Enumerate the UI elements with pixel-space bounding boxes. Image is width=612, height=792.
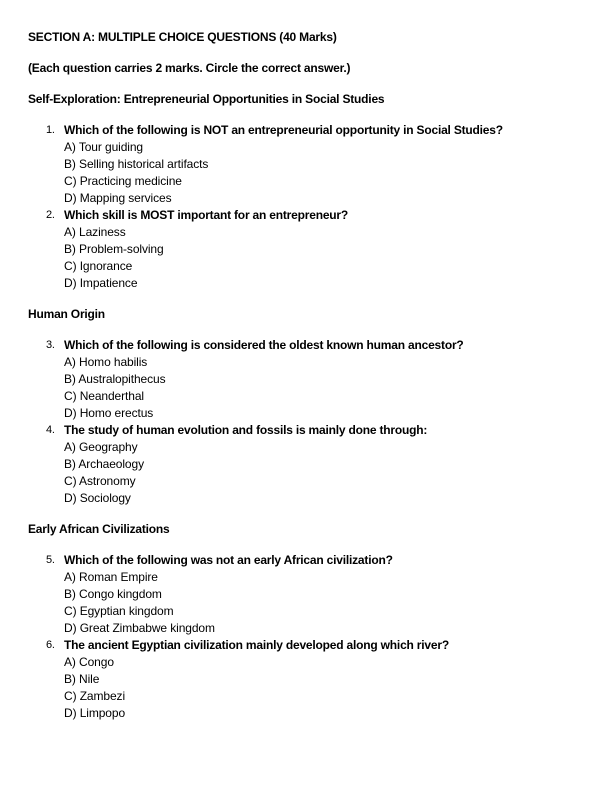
answer-option[interactable]: D) Impatience — [64, 276, 138, 290]
topic-heading: Self-Exploration: Entrepreneurial Opportunities in Social Studies — [28, 92, 385, 106]
instructions: (Each question carries 2 marks. Circle the correct answer.) — [28, 61, 351, 75]
question-list — [28, 122, 592, 292]
question — [28, 552, 592, 569]
answer-option[interactable]: D) Homo erectus — [64, 406, 154, 420]
question — [28, 122, 592, 139]
answer-option[interactable]: B) Problem-solving — [64, 242, 164, 256]
question-number: 6. — [46, 639, 55, 651]
answer-option[interactable]: A) Geography — [64, 440, 138, 454]
question-number: 2. — [46, 209, 55, 221]
question — [28, 637, 592, 654]
answer-option[interactable]: C) Zambezi — [64, 689, 126, 703]
answer-option[interactable]: A) Tour guiding — [64, 140, 143, 154]
answer-option[interactable]: D) Mapping services — [64, 191, 172, 205]
answer-option[interactable]: A) Roman Empire — [64, 570, 158, 584]
question-list — [28, 337, 592, 507]
answer-option[interactable]: B) Australopithecus — [64, 372, 166, 386]
question — [28, 422, 592, 439]
topic-heading: Early African Civilizations — [28, 522, 170, 536]
answer-option[interactable]: C) Egyptian kingdom — [64, 604, 174, 618]
answer-option[interactable]: C) Practicing medicine — [64, 174, 182, 188]
question-text: Which of the following is considered the oldest known human ancestor? — [64, 338, 464, 352]
question-text: Which of the following was not an early African civilization? — [64, 553, 393, 567]
answer-option[interactable]: B) Nile — [64, 672, 100, 686]
sections-container — [28, 91, 592, 722]
question-number: 4. — [46, 424, 55, 436]
question-text: Which skill is MOST important for an entrepreneur? — [64, 208, 349, 222]
answer-option[interactable]: B) Archaeology — [64, 457, 144, 471]
exam-page — [28, 29, 592, 736]
question-text: Which of the following is NOT an entrepreneurial opportunity in Social Studies? — [64, 123, 503, 137]
question — [28, 337, 592, 354]
question-text: The study of human evolution and fossils is mainly done through: — [64, 423, 428, 437]
answer-option[interactable]: B) Selling historical artifacts — [64, 157, 209, 171]
answer-option[interactable]: B) Congo kingdom — [64, 587, 162, 601]
answer-option[interactable]: A) Homo habilis — [64, 355, 148, 369]
question-list — [28, 552, 592, 722]
section-title: SECTION A: MULTIPLE CHOICE QUESTIONS (40 Marks) — [28, 30, 337, 44]
question-number: 5. — [46, 554, 55, 566]
topic-heading: Human Origin — [28, 307, 105, 321]
question — [28, 207, 592, 224]
answer-option[interactable]: C) Ignorance — [64, 259, 133, 273]
answer-option[interactable]: A) Laziness — [64, 225, 126, 239]
question-text: The ancient Egyptian civilization mainly developed along which river? — [64, 638, 449, 652]
answer-option[interactable]: D) Sociology — [64, 491, 131, 505]
question-number: 1. — [46, 124, 55, 136]
answer-option[interactable]: A) Congo — [64, 655, 114, 669]
answer-option[interactable]: C) Neanderthal — [64, 389, 144, 403]
answer-option[interactable]: D) Great Zimbabwe kingdom — [64, 621, 215, 635]
answer-option[interactable]: D) Limpopo — [64, 706, 126, 720]
question-number: 3. — [46, 339, 55, 351]
answer-option[interactable]: C) Astronomy — [64, 474, 136, 488]
